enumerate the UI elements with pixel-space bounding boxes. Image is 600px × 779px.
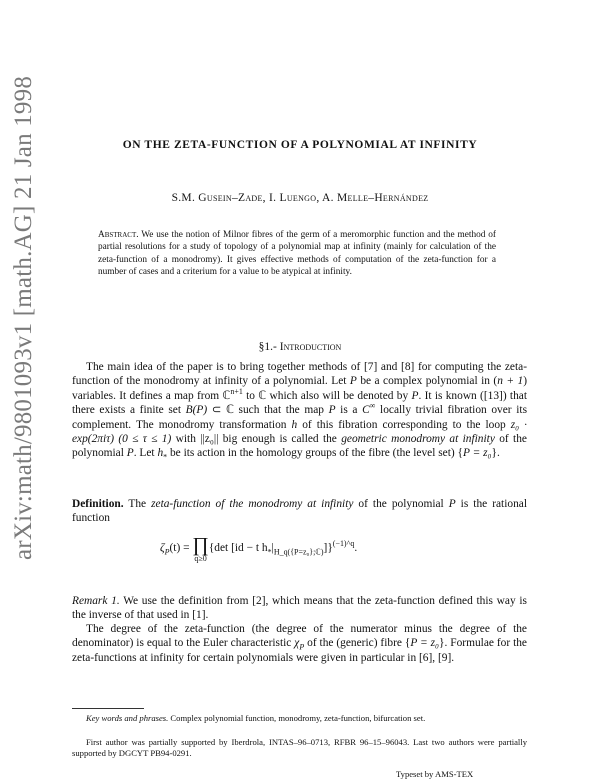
math-star: *	[163, 452, 168, 462]
zeta-formula	[160, 536, 357, 563]
math-P: P	[126, 447, 134, 460]
text-run: . It is known ([13]) that there exists a finite set	[72, 389, 527, 417]
math-period: .	[354, 542, 358, 554]
section-number: §1.-	[258, 341, 280, 353]
math-restriction-bar: |	[271, 542, 274, 554]
math-infinity: ∞	[369, 401, 376, 411]
keywords-text: Complex polynomial function, monodromy, zeta-function, bifurcation set.	[168, 713, 426, 723]
abstract	[98, 229, 496, 278]
text-run: }. Formulae for the zeta-functions at infinity for certain polynomials were given in particular in [6], [9].	[72, 637, 527, 664]
definition-label: Definition.	[72, 498, 124, 510]
section-title: Introduction	[279, 341, 342, 353]
math-P: P	[448, 498, 456, 510]
paper-authors: S.M. Gusein–Zade, I. Luengo, A. Melle–Hernández	[171, 192, 429, 204]
abstract-label: Abstract.	[98, 230, 139, 240]
math-chi: χ	[294, 637, 300, 650]
text-run: . Let	[133, 447, 158, 460]
math-n-plus-1: n + 1	[497, 375, 524, 388]
paper-title: ON THE ZETA-FUNCTION OF A POLYNOMIAL AT INFINITY	[122, 139, 478, 151]
math-level-set: P = z₀	[410, 637, 440, 650]
degree-paragraph	[72, 622, 527, 665]
text-run: The main idea of the paper is to bring together methods of [7] and [8] for computing the zeta-function of the monodromy at infinity of a polynomial. Let	[72, 361, 527, 388]
product-symbol: ∏	[192, 534, 209, 556]
section-heading	[0, 341, 600, 353]
math-loop: z₀ · exp(2πiτ) (0 ≤ τ ≤ 1)	[72, 418, 528, 446]
math-P: P	[328, 404, 336, 417]
text-run: be a complex polynomial in (	[356, 375, 498, 388]
text-run: of the polynomial	[353, 498, 449, 510]
math-close: ]}	[323, 542, 333, 554]
math-star: *	[267, 547, 272, 557]
math-h: h	[291, 418, 298, 431]
text-run: is a	[335, 404, 363, 417]
keywords-label: Key words and phrases.	[86, 713, 169, 723]
math-level-set: P = z₀	[462, 447, 492, 460]
text-run: The degree of the zeta-function (the degree of the numerator minus the degree of the denominator) is equal to the Euler characteristic	[72, 623, 527, 650]
math-argument: (t) =	[169, 542, 193, 554]
definition-paragraph	[72, 497, 527, 526]
remark-text: We use the definition from [2], which means that the zeta-function defined this way is the inverse of that used in [1].	[72, 595, 527, 622]
text-run: ) variables. It defines a map from ℂ	[72, 375, 527, 402]
text-run: of this fibration corresponding to the loop	[297, 418, 511, 431]
term-zeta-function: zeta-function of the monodromy at infinity	[151, 498, 354, 510]
text-run: locally trivial fibration over its complement. The monodromy transformation	[72, 404, 527, 431]
text-run: with ||z₀|| big enough is called the	[171, 433, 342, 446]
typeset-note: Typeset by AMS-TEX	[396, 769, 474, 779]
math-zeta: ζ	[160, 542, 165, 554]
text-run: ⊂ ℂ such that the map	[207, 404, 329, 417]
math-homology: H_q({P=z₀};ℂ)	[273, 547, 324, 557]
math-P: P	[349, 375, 357, 388]
footnote-rule	[72, 708, 144, 709]
math-exponent: (−1)^q	[332, 539, 355, 549]
abstract-text: We use the notion of Milnor fibres of the germ of a meromorphic function and the method of partial resolutions for a study of topology of a polynomial map at infinity (mainly for calculation of the zeta-function of a monodromy). It gives effective methods of computation of the zeta-function for a number of cases and a criterium for a value to be atypical at infinity.	[98, 230, 496, 277]
math-subscript: P	[164, 547, 170, 557]
footnote-support: First author was partially supported by Iberdrola, INTAS–96–0713, RFBR 96–15–96043. Last two authors were partially supported by DGCYT PB94-0291.	[72, 737, 527, 758]
text-run: be its action in the homology groups of the fibre (the level set) {	[167, 447, 463, 460]
text-run: The	[123, 498, 152, 510]
footnote-keywords	[72, 713, 527, 724]
remark-label: Remark 1.	[72, 595, 120, 607]
math-C: C	[362, 404, 370, 417]
text-run: of the polynomial	[72, 433, 527, 460]
text-run: to ℂ which also will be denoted by	[242, 389, 412, 402]
math-bifurcation-set: B(P)	[185, 404, 208, 417]
math-subscript: P	[299, 642, 305, 652]
math-h: h	[157, 447, 164, 460]
math-determinant: {det [id − t h	[208, 542, 268, 554]
math-P: P	[411, 389, 419, 402]
math-superscript: n+1	[230, 387, 243, 397]
product-index: q≥0	[194, 554, 207, 563]
intro-paragraph	[72, 360, 527, 461]
arxiv-identifier: arXiv:math/9801093v1 [math.AG] 21 Jan 1998	[10, 75, 37, 560]
remark-paragraph	[72, 594, 527, 623]
text-run: of the (generic) fibre {	[304, 637, 411, 650]
text-run: is the rational function	[72, 498, 527, 525]
term-geometric-monodromy: geometric monodromy at infinity	[341, 433, 495, 446]
text-run: }.	[491, 447, 500, 460]
